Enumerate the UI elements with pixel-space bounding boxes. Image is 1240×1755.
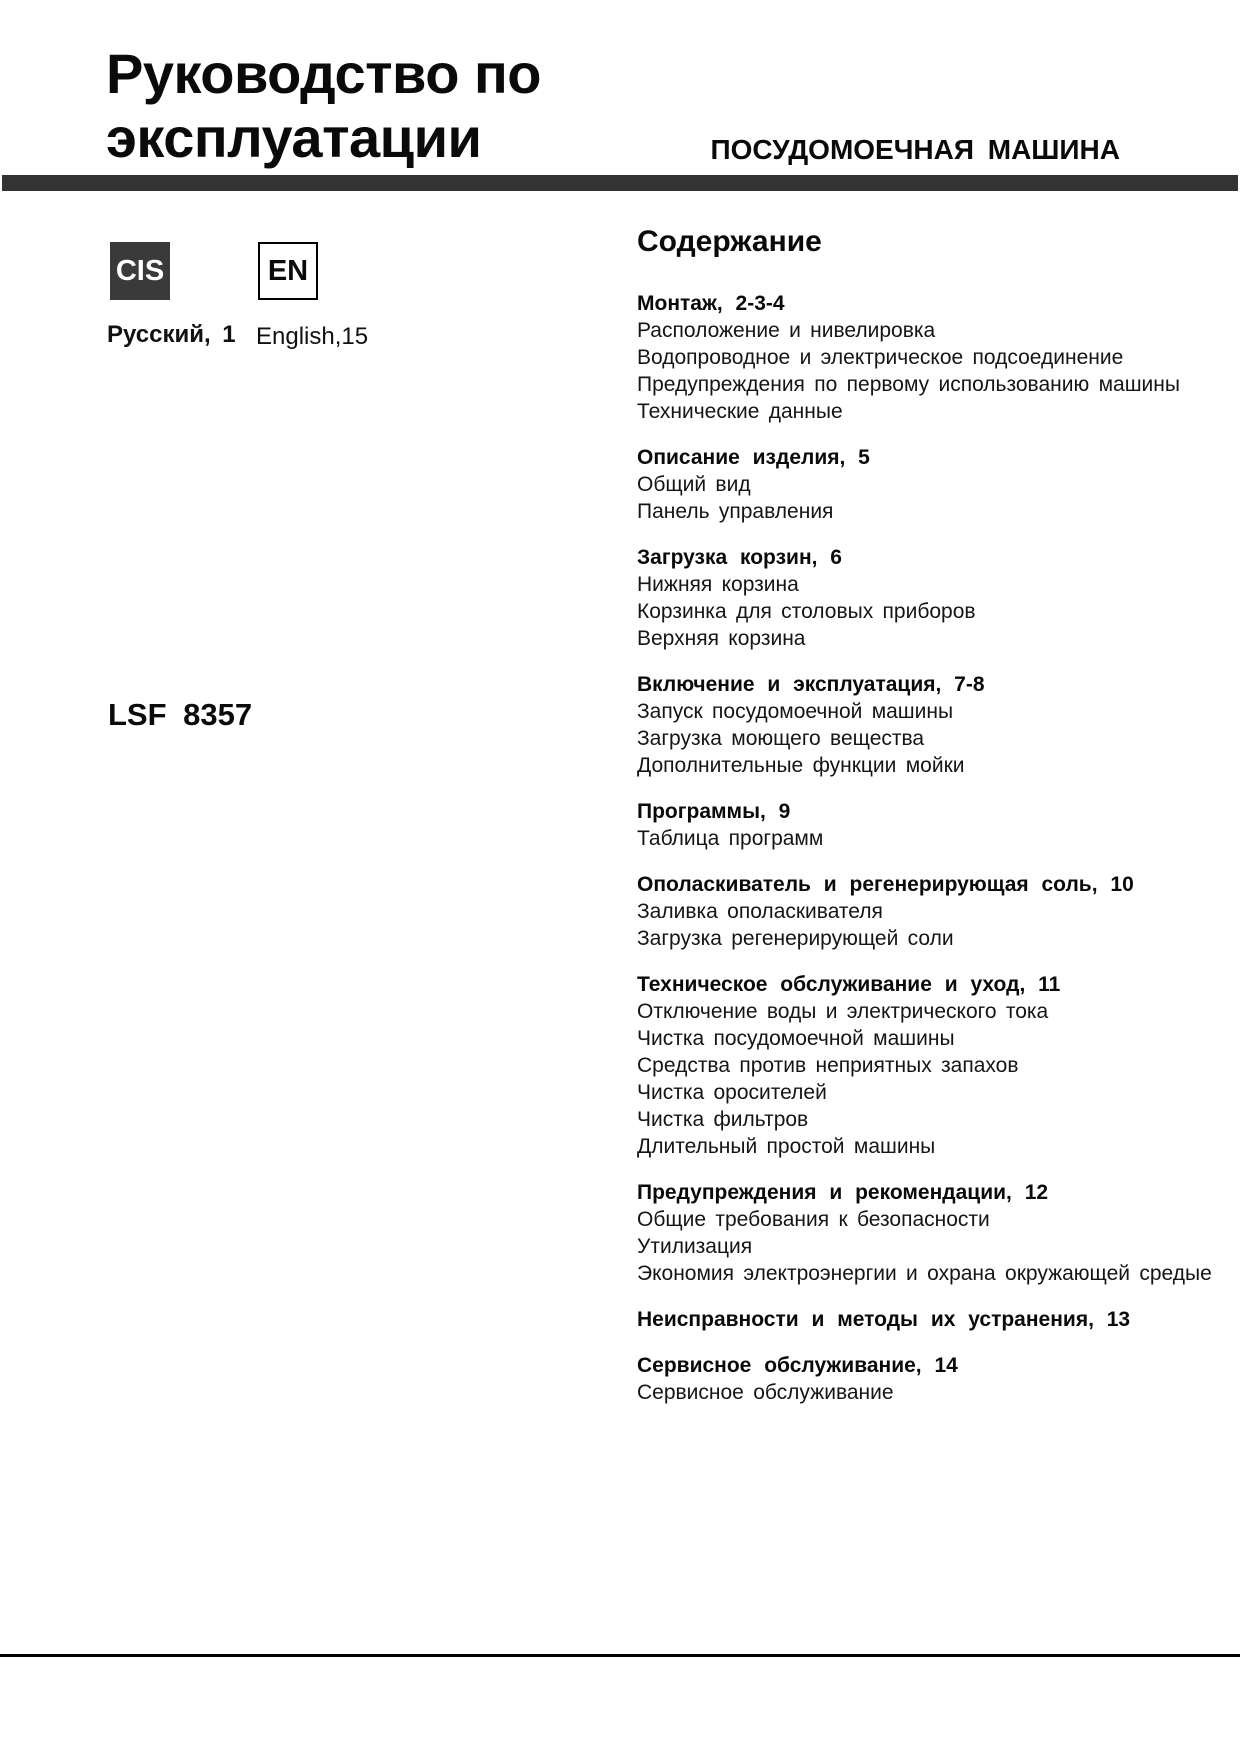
appliance-type-label: ПОСУДОМОЕЧНАЯ МАШИНА	[710, 134, 1120, 165]
toc-section-title: Ополаскиватель и регенерирующая соль, 10	[637, 873, 1134, 896]
toc-section-title: Неисправности и методы их устранения, 13	[637, 1308, 1131, 1331]
toc-item: Водопроводное и электрическое подсоединение	[637, 346, 1124, 369]
doc-title-line1: Руководство по	[106, 42, 542, 105]
toc-item: Загрузка моющего вещества	[637, 727, 925, 750]
toc-section	[637, 1306, 1177, 1333]
toc-section-title: Техническое обслуживание и уход, 11	[637, 973, 1061, 996]
footer-divider-line	[0, 1654, 1240, 1657]
toc-item: Утилизация	[637, 1235, 753, 1258]
toc-section-title: Включение и эксплуатация, 7-8	[637, 673, 985, 696]
toc-section	[637, 544, 1177, 652]
language-badge-en-text: EN	[267, 254, 309, 287]
toc-section-title: Предупреждения и рекомендации, 12	[637, 1181, 1049, 1204]
toc-sections	[637, 290, 1212, 1406]
toc-item: Отключение воды и электрического тока	[637, 1000, 1049, 1023]
toc-section-title: Сервисное обслуживание, 14	[637, 1354, 958, 1377]
toc-item: Таблица программ	[637, 827, 824, 850]
toc-item: Заливка ополаскивателя	[637, 900, 883, 923]
toc-section	[637, 1179, 1212, 1287]
toc-item: Верхняя корзина	[637, 627, 806, 650]
toc-section-title: Монтаж, 2-3-4	[637, 292, 785, 315]
toc-section-title: Описание изделия, 5	[637, 446, 870, 469]
toc-item: Длительный простой машины	[637, 1135, 936, 1158]
header-divider-bar	[2, 175, 1238, 191]
toc-section-title: Программы, 9	[637, 800, 791, 823]
toc-item: Средства против неприятных запахов	[637, 1054, 1019, 1077]
language-badge-en	[258, 242, 318, 300]
toc-item: Технические данные	[637, 400, 843, 423]
language-badge-cis	[110, 242, 170, 300]
toc-section	[637, 444, 1177, 525]
language-label-russian: Русский, 1	[107, 321, 236, 348]
toc-item: Расположение и нивелировка	[637, 319, 936, 342]
language-badge-cis-text: CIS	[115, 254, 165, 287]
toc-section	[637, 1352, 1177, 1406]
toc-section	[637, 971, 1177, 1160]
toc-item: Общие требования к безопасности	[637, 1208, 990, 1231]
toc-item: Чистка посудомоечной машины	[637, 1027, 955, 1050]
doc-title	[106, 42, 541, 170]
toc-section	[637, 798, 1177, 852]
toc-item: Корзинка для столовых приборов	[637, 600, 976, 623]
toc-section-title: Загрузка корзин, 6	[637, 546, 842, 569]
toc-item: Запуск посудомоечной машины	[637, 700, 954, 723]
toc-heading: Содержание	[637, 225, 822, 258]
toc-item: Чистка оросителей	[637, 1081, 827, 1104]
toc-section	[637, 290, 1180, 425]
table-of-contents	[637, 225, 1212, 1406]
model-number: LSF 8357	[108, 697, 253, 732]
toc-item: Предупреждения по первому использованию машины	[637, 373, 1180, 396]
toc-item: Чистка фильтров	[637, 1108, 809, 1131]
toc-item: Дополнительные функции мойки	[637, 754, 965, 777]
language-label-english: English,15	[256, 323, 369, 350]
toc-section	[637, 871, 1177, 952]
toc-item: Панель управления	[637, 500, 834, 523]
toc-section	[637, 671, 1177, 779]
toc-item: Сервисное обслуживание	[637, 1381, 894, 1404]
toc-item: Экономия электроэнергии и охрана окружающей средые	[637, 1262, 1212, 1285]
toc-item: Нижняя корзина	[637, 573, 799, 596]
toc-item: Загрузка регенерирующей соли	[637, 927, 954, 950]
doc-title-line2: эксплуатации	[106, 106, 482, 169]
toc-item: Общий вид	[637, 473, 751, 496]
